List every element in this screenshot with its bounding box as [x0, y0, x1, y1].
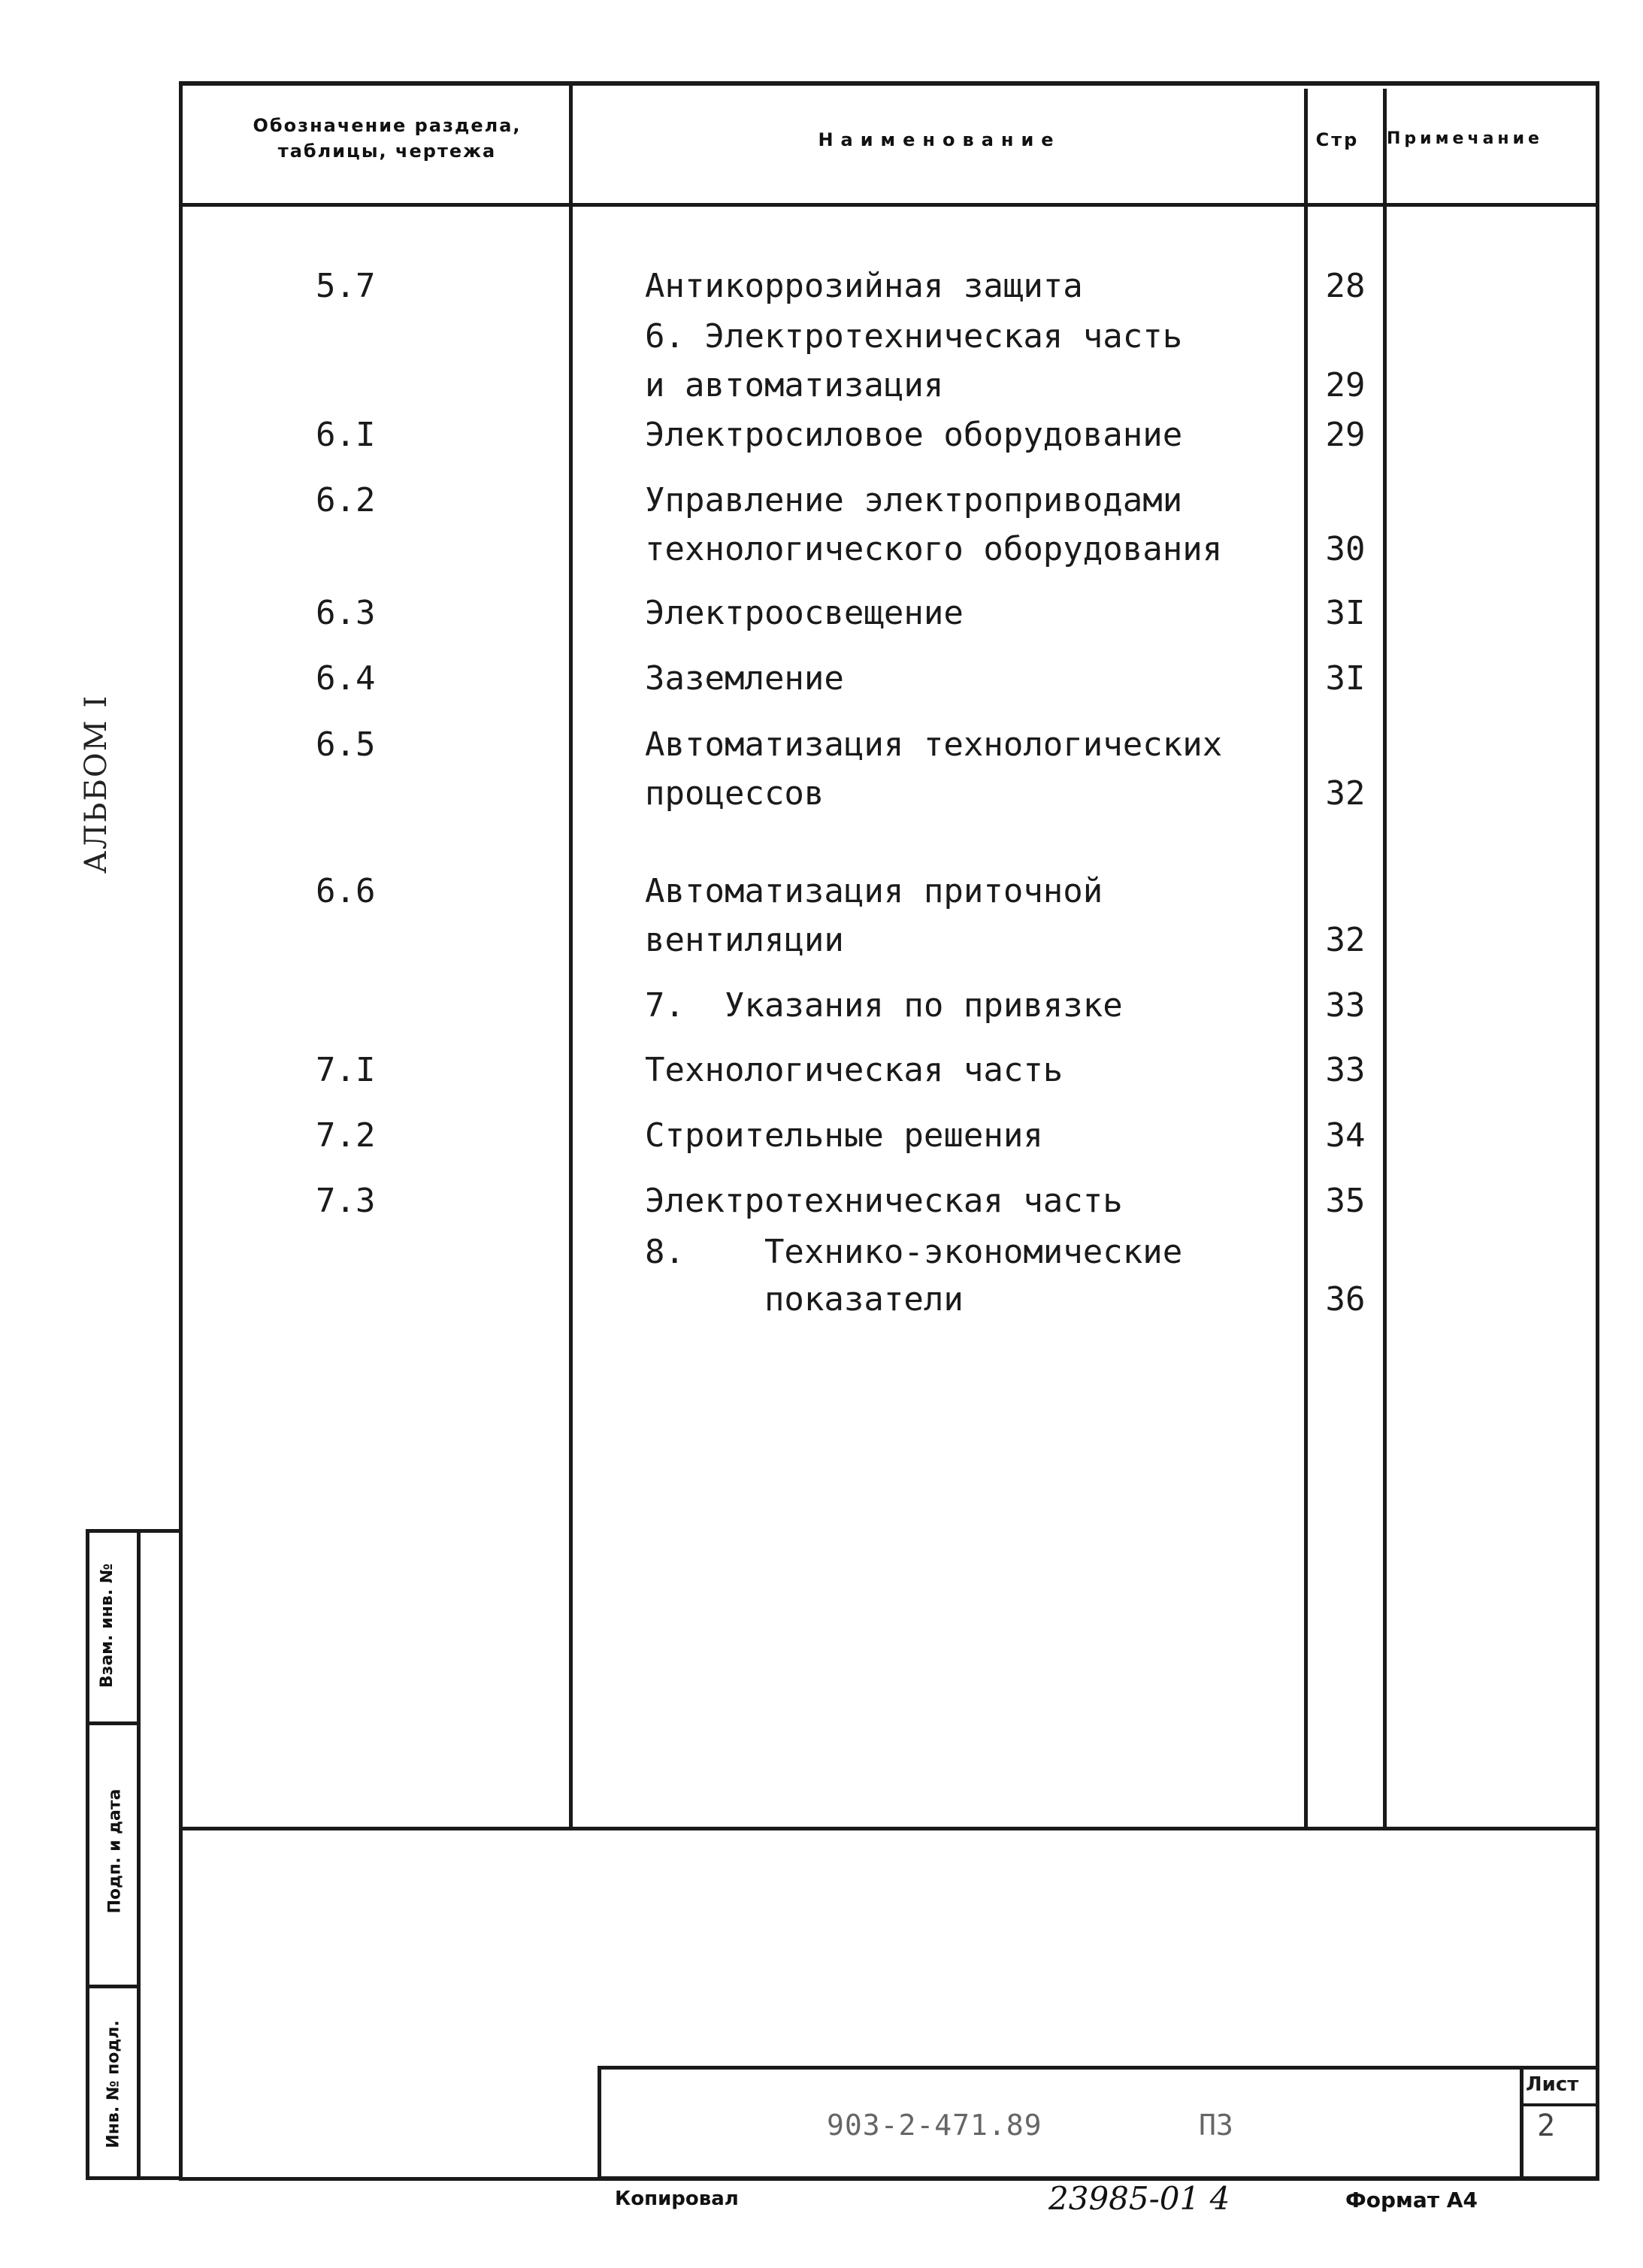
header-page: Стр: [1315, 129, 1360, 150]
table-row: [0, 1116, 1643, 1161]
footer-copied-by: Копировал: [615, 2188, 739, 2210]
row-title: Электросиловое оборудование: [645, 416, 1183, 454]
row-page: 3I: [1325, 594, 1366, 632]
row-page: 34: [1325, 1116, 1366, 1155]
row-code: 6.6: [316, 872, 376, 910]
row-title: Управление электроприводами: [645, 481, 1183, 519]
row-title: 6. Электротехническая часть: [645, 317, 1183, 356]
row-title: Электроосвещение: [645, 594, 964, 632]
table-row: [0, 416, 1643, 461]
footer-order-number: 23985-01 4: [1048, 2180, 1230, 2217]
row-title: Антикоррозийная защита: [645, 267, 1083, 305]
row-title: технологического оборудования: [645, 530, 1223, 568]
row-code: 5.7: [316, 267, 376, 305]
stamp-inv-replace: Взам. инв. №: [98, 1563, 117, 1688]
stamp-sign-date: Подп. и дата: [105, 1788, 125, 1914]
header-note: Примечание: [1387, 129, 1543, 148]
table-row: [0, 366, 1643, 411]
table-row: [0, 1233, 1643, 1278]
row-page: 3I: [1325, 659, 1366, 698]
footer-format: Формат А4: [1345, 2188, 1478, 2212]
table-row: [0, 774, 1643, 819]
table-row: [0, 481, 1643, 526]
row-code: 6.I: [316, 416, 376, 454]
row-page: 33: [1325, 1051, 1366, 1089]
document-code: 903-2-471.89: [827, 2109, 1042, 2142]
row-title: процессов: [645, 774, 825, 813]
row-title: Строительные решения: [645, 1116, 1043, 1155]
row-title: Электротехническая часть: [645, 1182, 1123, 1220]
table-row: [0, 530, 1643, 575]
header-divider: [179, 203, 1599, 207]
row-code: 7.3: [316, 1182, 376, 1220]
table-row: [0, 872, 1643, 917]
table-row: [0, 659, 1643, 704]
row-page: 29: [1325, 366, 1366, 404]
album-label: АЛЬБОМ I: [79, 694, 113, 874]
table-row: [0, 267, 1643, 312]
row-title: и автоматизация: [645, 366, 944, 404]
row-code: 6.5: [316, 725, 376, 764]
table-row: [0, 725, 1643, 771]
row-title: 8. Технико-экономические: [645, 1233, 1183, 1271]
table-row: [0, 1182, 1643, 1227]
table-row: [0, 594, 1643, 639]
row-page: 32: [1325, 921, 1366, 959]
row-title: Автоматизация приточной: [645, 872, 1103, 910]
sheet-number: 2: [1537, 2109, 1556, 2143]
row-title: вентиляции: [645, 921, 844, 959]
sheet-label: Лист: [1526, 2073, 1579, 2096]
row-code: 6.4: [316, 659, 376, 698]
row-code: 6.2: [316, 481, 376, 519]
row-page: 32: [1325, 774, 1366, 813]
row-title: Технологическая часть: [645, 1051, 1064, 1089]
row-title: Автоматизация технологических: [645, 725, 1223, 764]
row-page: 33: [1325, 986, 1366, 1025]
row-title: показатели: [645, 1280, 964, 1319]
table-row: [0, 1051, 1643, 1096]
row-page: 28: [1325, 267, 1366, 305]
table-row: [0, 317, 1643, 362]
row-page: 30: [1325, 530, 1366, 568]
table-row: [0, 986, 1643, 1031]
header-name: Наименование: [818, 129, 1061, 150]
stamp-inv-orig: Инв. № подл.: [104, 2020, 123, 2148]
header-designation: Обозначение раздела, таблицы, чертежа: [253, 115, 522, 162]
title-block: [598, 2066, 1599, 2180]
row-page: 29: [1325, 416, 1366, 454]
row-title: Заземление: [645, 659, 844, 698]
section-code: ПЗ: [1199, 2109, 1233, 2142]
body-bottom-divider: [179, 1827, 1599, 1830]
row-page: 35: [1325, 1182, 1366, 1220]
row-code: 7.I: [316, 1051, 376, 1089]
row-title: 7. Указания по привязке: [645, 986, 1123, 1025]
row-code: 6.3: [316, 594, 376, 632]
row-code: 7.2: [316, 1116, 376, 1155]
sheet-divider: [1520, 2103, 1599, 2106]
table-row: [0, 921, 1643, 966]
table-row: [0, 1280, 1643, 1325]
row-page: 36: [1325, 1280, 1366, 1319]
